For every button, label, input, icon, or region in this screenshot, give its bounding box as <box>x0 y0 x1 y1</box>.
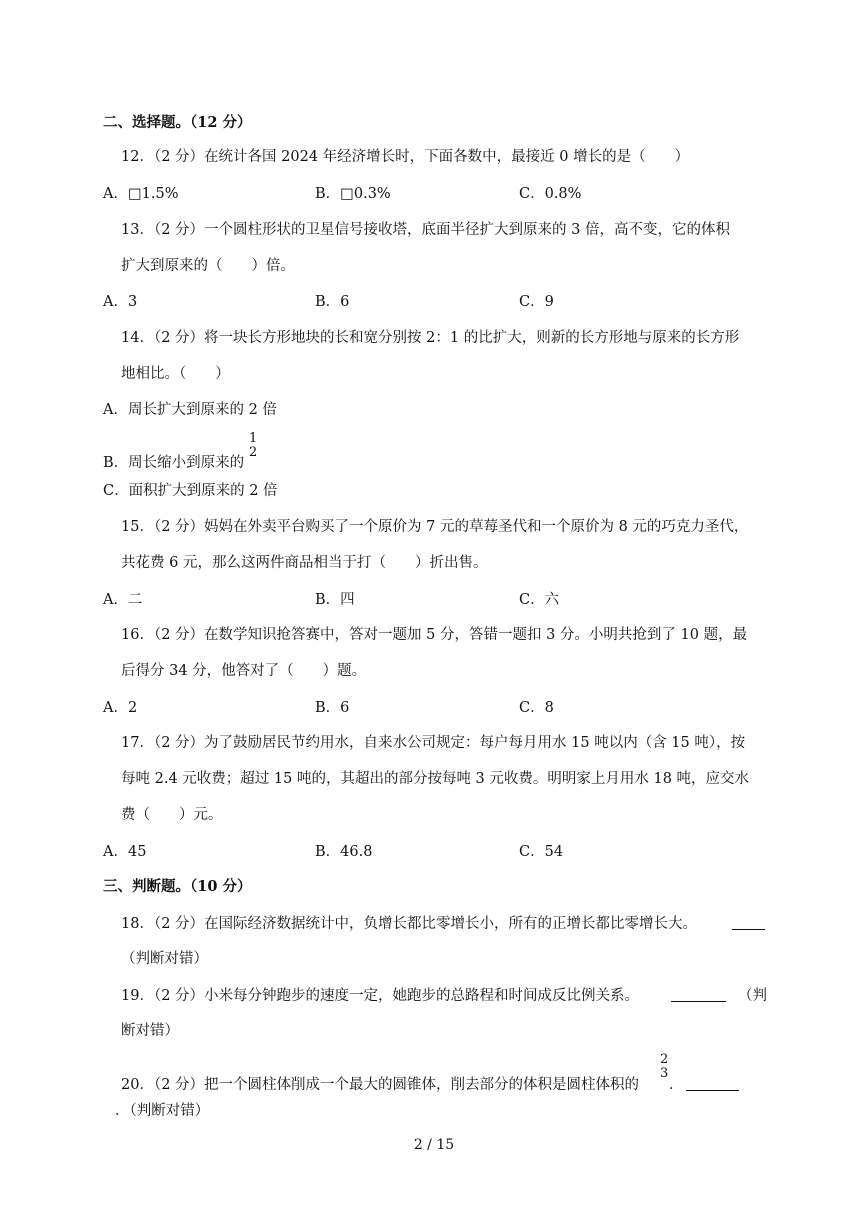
question-18-stem: 18．（2 分）在国际经济数据统计中，负增长都比零增长小，所有的正增长都比零增长大。 <box>121 916 698 932</box>
question-14-stem-line1: 14．（2 分）将一块长方形地块的长和宽分别按 2：1 的比扩大，则新的长方形地与原来的长方形 <box>121 330 740 346</box>
question-17-option-b: B．46.8 <box>315 844 373 860</box>
question-14-option-b-fraction <box>249 432 257 460</box>
question-14-option-b: B．周长缩小到原来的 <box>103 455 245 471</box>
question-15-option-b: B．四 <box>315 592 355 608</box>
question-20-fraction <box>660 1053 668 1081</box>
question-13-option-a: A．3 <box>103 294 138 310</box>
question-17-stem-line3: 费（ ）元。 <box>121 807 223 823</box>
question-13-stem-line1: 13．（2 分）一个圆柱形状的卫星信号接收塔，底面半径扩大到原来的 3 倍，高不变，它的体积 <box>121 222 730 238</box>
question-14-option-c: C．面积扩大到原来的 2 倍 <box>103 483 278 499</box>
question-17-stem-line2: 每吨 2.4 元收费；超过 15 吨的，其超出的部分按每吨 3 元收费。明明家上月用水 18 吨，应交水 <box>121 771 750 787</box>
question-20-period: ． <box>669 1077 684 1093</box>
question-12-option-b: B．□0.3% <box>315 186 391 202</box>
question-19-answer-blank[interactable] <box>671 987 726 1002</box>
question-18-answer-blank[interactable] <box>732 915 765 930</box>
question-17-stem-line1: 17．（2 分）为了鼓励居民节约用水，自来水公司规定：每户每月用水 15 吨以内（含 15 吨），按 <box>121 735 746 751</box>
question-15-option-a: A．二 <box>103 592 143 608</box>
question-13-option-c: C．9 <box>519 294 554 310</box>
question-12-option-a: A．□1.5% <box>103 186 179 202</box>
question-17-option-c: C．54 <box>519 844 564 860</box>
question-15-stem-line2: 共花费 6 元，那么这两件商品相当于打（ ）折出售。 <box>121 555 488 571</box>
question-19-stem: 19．（2 分）小米每分钟跑步的速度一定，她跑步的总路程和时间成反比例关系。 <box>121 988 640 1004</box>
section-choice-title: 二、选择题。（12 分） <box>103 114 252 131</box>
page-number: 2 / 15 <box>413 1137 455 1153</box>
question-14-option-a: A．周长扩大到原来的 2 倍 <box>103 402 277 418</box>
question-18-judge-note: （判断对错） <box>121 951 208 967</box>
question-16-option-c: C．8 <box>519 700 554 716</box>
question-19-judge-note-start: （判 <box>738 988 767 1004</box>
fraction-numerator: 1 <box>249 431 258 446</box>
question-13-stem-line2: 扩大到原来的（ ）倍。 <box>121 258 295 274</box>
question-15-option-c: C．六 <box>519 592 560 608</box>
question-13-option-b: B．6 <box>315 294 350 310</box>
question-16-option-a: A．2 <box>103 700 138 716</box>
question-12-stem: 12．（2 分）在统计各国 2024 年经济增长时，下面各数中，最接近 0 增长的是（ ） <box>121 149 690 165</box>
question-16-stem-line2: 后得分 34 分，他答对了（ ）题。 <box>121 663 367 679</box>
question-20-stem: 20．（2 分）把一个圆柱体削成一个最大的圆锥体，削去部分的体积是圆柱体积的 <box>121 1077 640 1093</box>
question-20-judge-note: ．（判断对错） <box>115 1103 210 1119</box>
fraction-numerator: 2 <box>660 1052 669 1067</box>
question-16-stem-line1: 16．（2 分）在数学知识抢答赛中，答对一题加 5 分，答错一题扣 3 分。小明共抢到了 10 题，最 <box>121 627 748 643</box>
question-20-answer-blank[interactable] <box>686 1076 739 1091</box>
fraction-denominator: 2 <box>249 445 258 460</box>
question-17-option-a: A．45 <box>103 844 147 860</box>
question-19-judge-note-end: 断对错） <box>121 1023 179 1039</box>
question-14-stem-line2: 地相比。（ ） <box>121 366 230 382</box>
question-16-option-b: B．6 <box>315 700 350 716</box>
question-12-option-c: C．0.8% <box>519 186 582 202</box>
section-judgement-title: 三、判断题。（10 分） <box>103 878 252 895</box>
fraction-denominator: 3 <box>660 1066 669 1081</box>
question-15-stem-line1: 15．（2 分）妈妈在外卖平台购买了一个原价为 7 元的草莓圣代和一个原价为 8 元的巧克力圣代， <box>121 519 749 535</box>
